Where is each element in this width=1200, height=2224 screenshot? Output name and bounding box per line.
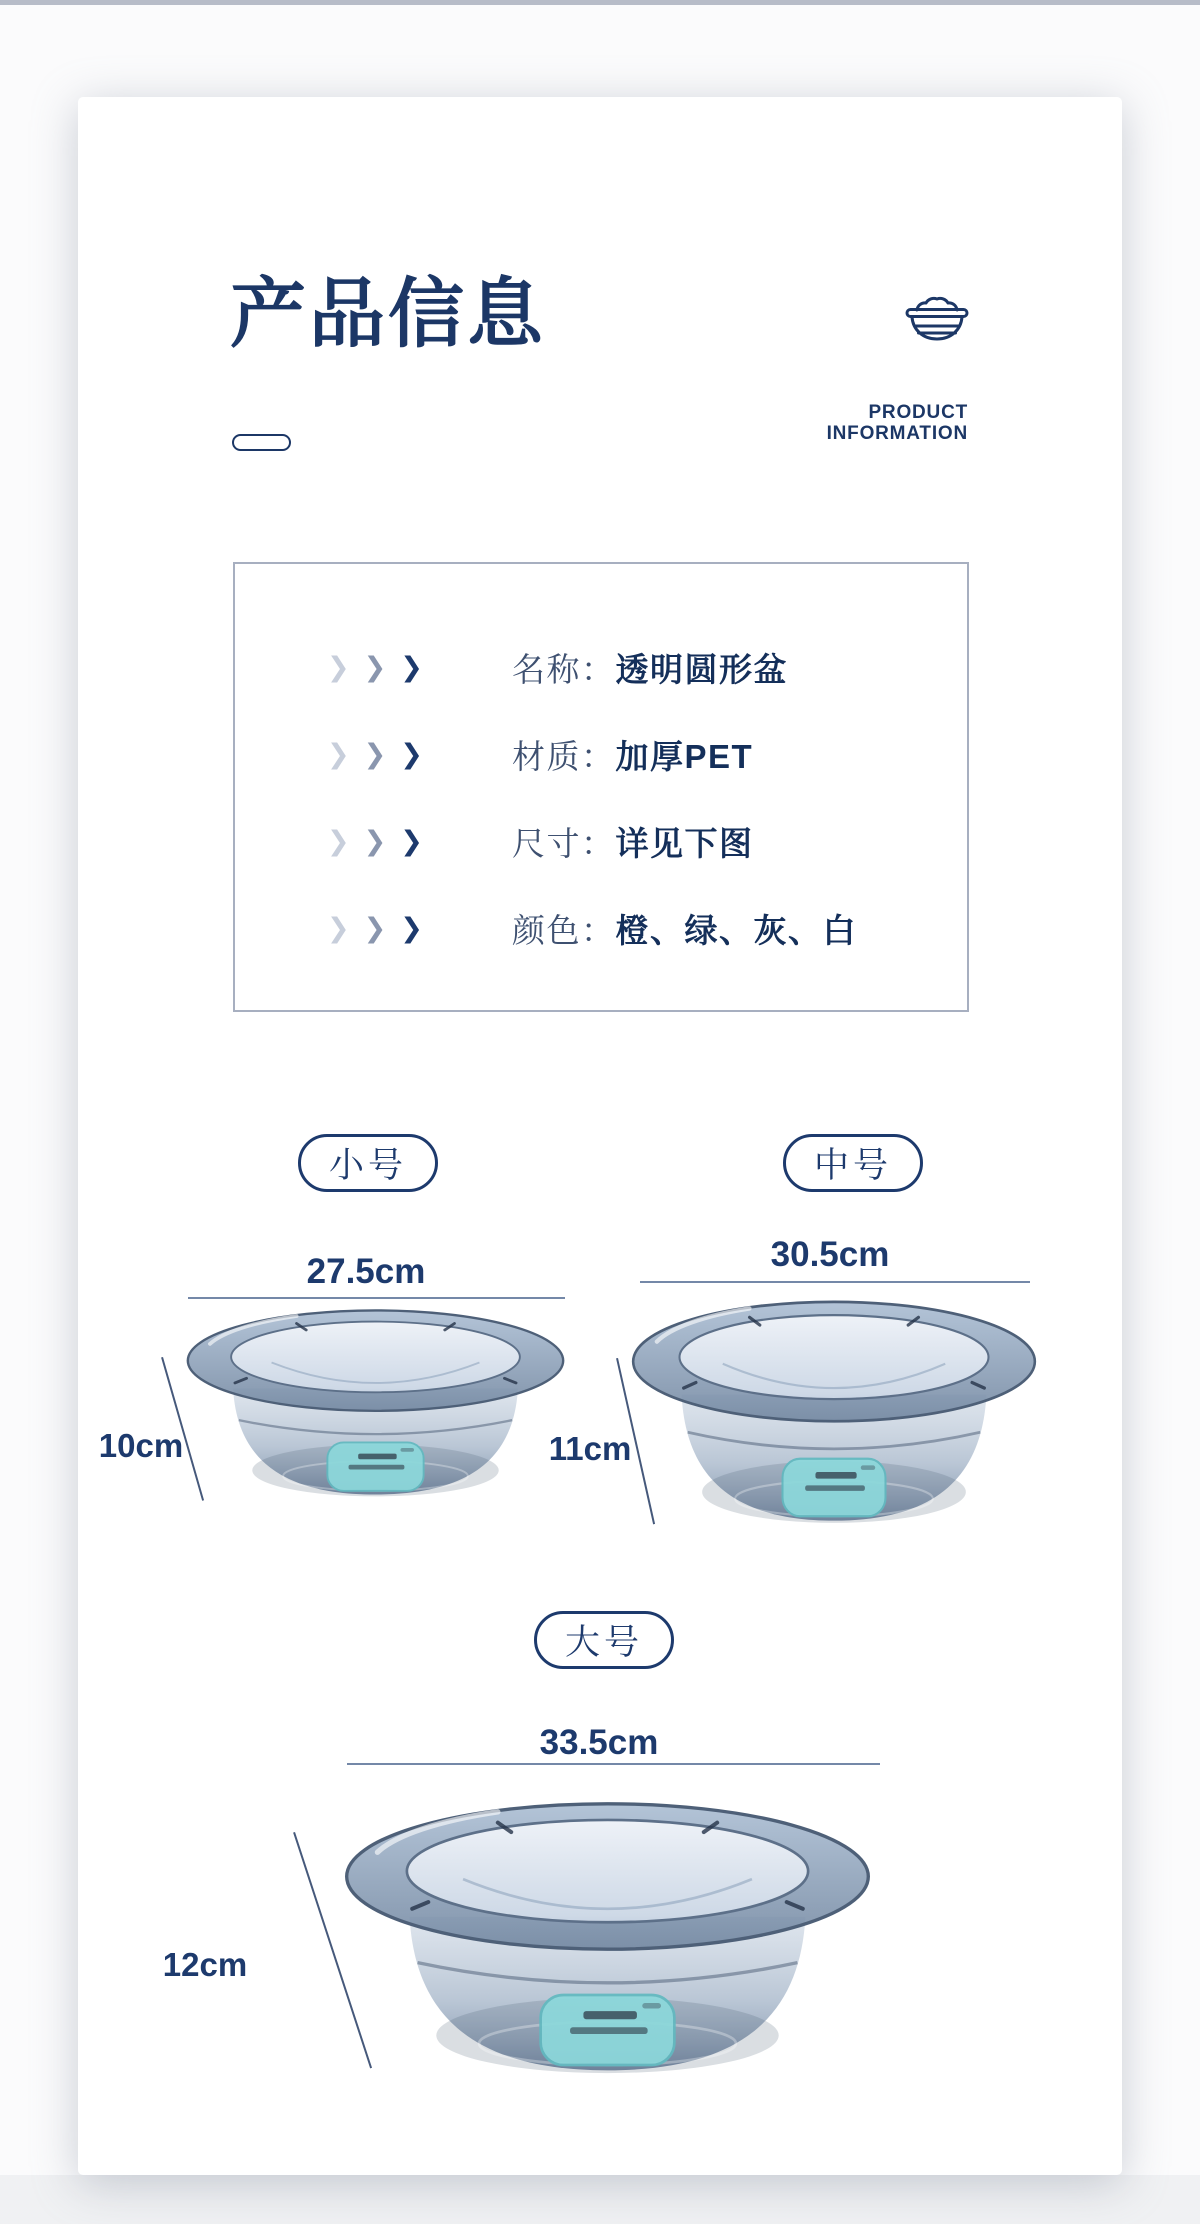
basin-image-large — [340, 1793, 875, 2100]
spec-row-material — [235, 732, 967, 776]
chevron-icon: ❯ — [400, 825, 423, 856]
spec-row-name — [235, 645, 967, 689]
spec-text — [512, 645, 788, 689]
chevron-icon: ❯ — [363, 738, 387, 769]
chevron-icon: ❯ — [327, 825, 350, 856]
diameter-label-small: 27.5cm — [306, 1252, 426, 1291]
chevron-bullets-icon — [327, 645, 423, 689]
diameter-line-small — [188, 1297, 565, 1299]
title-underline-capsule — [232, 434, 291, 451]
diameter-line-medium — [640, 1281, 1030, 1283]
bowl-icon — [905, 290, 969, 342]
chevron-icon: ❯ — [363, 912, 387, 943]
basin-image-medium — [628, 1293, 1040, 1545]
height-label-medium: 11cm — [548, 1430, 632, 1467]
chevron-bullets-icon — [327, 732, 423, 776]
diameter-line-large — [347, 1763, 880, 1765]
spec-row-color — [235, 906, 967, 950]
chevron-icon: ❯ — [400, 738, 423, 769]
spec-row-size — [235, 819, 967, 863]
chevron-icon: ❯ — [327, 912, 350, 943]
product-info-card — [78, 97, 1122, 2175]
size-tag-large: 大号 — [534, 1611, 674, 1669]
size-tag-medium: 中号 — [783, 1134, 923, 1192]
subtitle-line-2: INFORMATION — [826, 423, 968, 444]
spec-value: 详见下图 — [615, 824, 754, 862]
subtitle-line-1: PRODUCT — [868, 402, 968, 423]
chevron-bullets-icon — [327, 819, 423, 863]
size-tag-small: 小号 — [298, 1134, 438, 1192]
diameter-label-large: 33.5cm — [539, 1723, 659, 1762]
spec-value: 透明圆形盆 — [615, 650, 788, 688]
height-label-large: 12cm — [162, 1946, 248, 1983]
spec-label: 尺寸： — [512, 824, 616, 862]
top-accent-bar — [0, 0, 1200, 5]
chevron-icon: ❯ — [363, 651, 387, 682]
height-label-small: 10cm — [98, 1427, 184, 1464]
spec-text — [512, 732, 753, 776]
chevron-icon: ❯ — [400, 651, 423, 682]
page-title: 产品信息 — [230, 272, 546, 357]
chevron-icon: ❯ — [400, 912, 423, 943]
page-bottom-background — [0, 2175, 1200, 2224]
subtitle-en — [827, 402, 968, 444]
spec-value: 加厚PET — [615, 737, 754, 775]
spec-label: 材质： — [512, 737, 616, 775]
spec-value: 橙、绿、灰、白 — [615, 911, 857, 949]
diameter-label-medium: 30.5cm — [770, 1235, 890, 1274]
chevron-icon: ❯ — [327, 651, 350, 682]
basin-image-small — [183, 1303, 568, 1515]
spec-label: 名称： — [512, 650, 616, 688]
spec-box — [233, 562, 969, 1012]
chevron-icon: ❯ — [327, 738, 350, 769]
spec-label: 颜色： — [512, 911, 616, 949]
chevron-bullets-icon — [327, 906, 423, 950]
chevron-icon: ❯ — [363, 825, 387, 856]
spec-text — [512, 906, 857, 950]
spec-text — [512, 819, 754, 863]
